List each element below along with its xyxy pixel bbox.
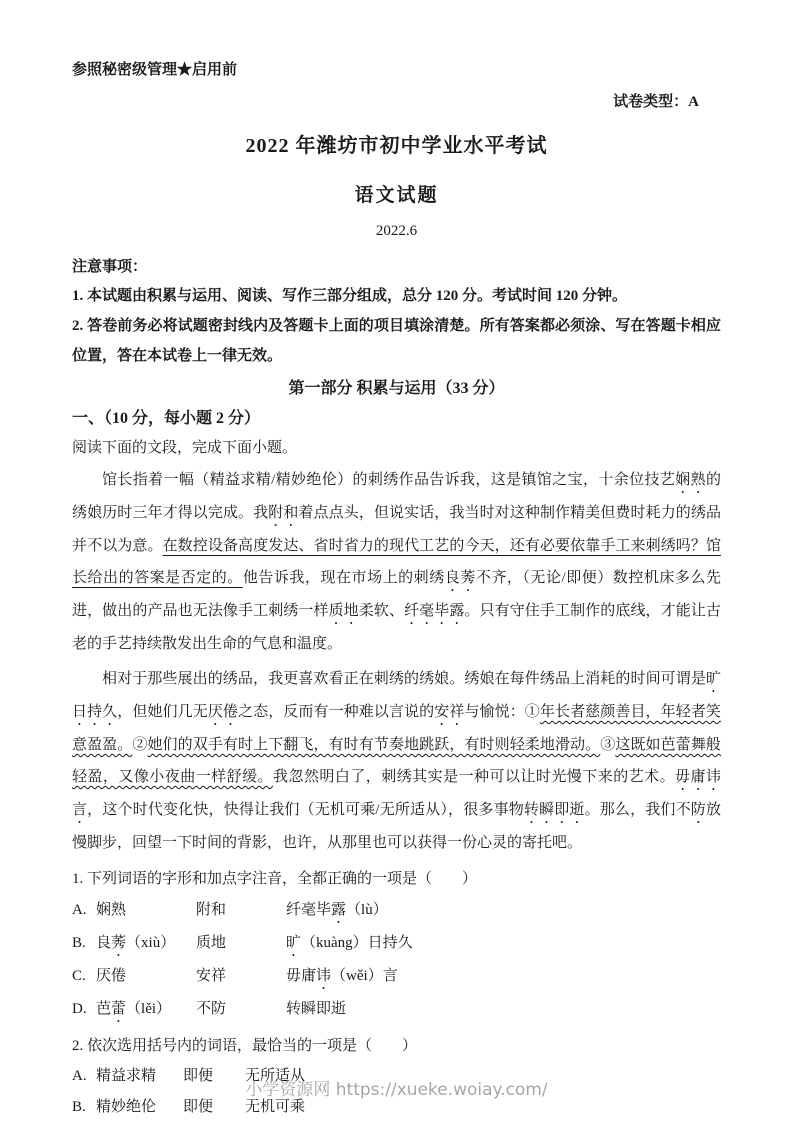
section-one-heading: 一、（10 分，每小题 2 分） bbox=[72, 410, 261, 427]
text-segment: （kuàng）日持久 bbox=[301, 935, 413, 951]
text-segment: 良莠 bbox=[444, 570, 476, 586]
security-notice: 参照秘密级管理★启用前 bbox=[72, 62, 238, 78]
option-word-2 bbox=[196, 960, 286, 993]
passage-paragraph-2 bbox=[72, 663, 721, 859]
option-label: B. bbox=[72, 935, 86, 951]
text-segment: 质地 bbox=[196, 935, 227, 951]
text-segment: ，但她们几无 bbox=[117, 704, 208, 720]
text-segment: 莠 bbox=[111, 935, 127, 951]
passage-paragraph-1 bbox=[72, 464, 721, 660]
text-segment: 无所适从 bbox=[245, 1068, 306, 1084]
option-word-1 bbox=[96, 927, 196, 960]
option-word-1 bbox=[96, 993, 196, 1026]
text-segment: 毋庸 bbox=[286, 968, 317, 984]
text-segment: 柔软、 bbox=[358, 603, 405, 619]
text-segment: 转瞬即逝 bbox=[523, 802, 585, 818]
text-segment: 着点点头，但说实话，我当时对这种制作精美但费时耗力的绣品并不以为意。 bbox=[72, 505, 721, 554]
text-segment: （lěi） bbox=[126, 1001, 172, 1017]
text-segment: 转瞬即逝 bbox=[286, 1001, 347, 1017]
text-segment: 安祥 bbox=[434, 704, 465, 720]
question-1-stem: 1. 下列词语的字形和加点字注音，全都正确的一项是（ ） bbox=[72, 871, 478, 887]
text-segment: 与愉悦：① bbox=[464, 704, 540, 720]
text-segment: 精妙绝伦 bbox=[96, 1099, 157, 1115]
option-word-1 bbox=[96, 894, 196, 927]
notice-heading: 注意事项： bbox=[72, 259, 148, 275]
text-segment: 旷 bbox=[286, 935, 302, 951]
text-segment: 芭 bbox=[96, 1001, 112, 1017]
text-segment: 厌倦 bbox=[96, 968, 127, 984]
text-segment: ，这个时代变化快，快得让我们（无机可乘/无所适从），很多事物 bbox=[87, 802, 524, 818]
text-segment: 的绣娘历时三年才得以完成。我 bbox=[72, 472, 721, 521]
text-segment: 纤毫毕露 bbox=[404, 603, 465, 619]
text-segment: 他告诉我，现在市场上的刺绣 bbox=[242, 570, 445, 586]
text-segment: 放慢脚步，回望一下时间的背影，也许，从那里也可以获得一份心灵的寄托吧。 bbox=[72, 802, 721, 851]
text-segment: 馆长指着一幅（精益求精/精妙绝伦）的刺绣作品告诉我，这是镇馆之宝，十余位技艺 bbox=[102, 472, 676, 488]
text-segment: 旷日持久 bbox=[72, 671, 721, 720]
text-segment: 不齐，（无论/即便）数控机床多么先进，做出的产品也无法像手工刺绣一样 bbox=[72, 570, 721, 619]
text-segment: 这既如芭蕾舞般轻盈，又像小夜曲一样舒缓。 bbox=[72, 737, 721, 785]
text-segment: 。只有守住手工制作的底线，才能让古老的手艺持续散发出生命的气息和温度。 bbox=[72, 603, 721, 652]
text-segment: 讳 bbox=[316, 968, 332, 984]
option-word-1 bbox=[96, 960, 196, 993]
text-segment: 她们的双手有时上下翻飞，有时有节奏地跳跃，有时则轻柔地滑动。 bbox=[147, 737, 601, 753]
text-segment: 附和 bbox=[268, 505, 299, 521]
option-word-2 bbox=[196, 927, 286, 960]
text-segment: ③ bbox=[600, 737, 616, 753]
text-segment: 娴熟 bbox=[96, 902, 127, 918]
option-label: C. bbox=[72, 968, 86, 984]
text-segment: 相对于那些展出的绣品，我更喜欢看正在刺绣的绣娘。绣娘在每件绣品上消耗的时间可谓是 bbox=[102, 671, 706, 687]
question-2-stem: 2. 依次选用括号内的词语，最恰当的一项是（ ） bbox=[72, 1038, 418, 1054]
option-label: B. bbox=[72, 1099, 86, 1115]
exam-title: 2022 年潍坊市初中学业水平考试 bbox=[245, 135, 548, 157]
notice-item-2: 2. 答卷前务必将试题密封线内及答题卡上面的项目填涂清楚。所有答案都必须涂、写在答题卡相应位置，答在本试卷上一律无效。 bbox=[72, 318, 721, 364]
question-1-option-c bbox=[72, 960, 721, 993]
text-segment: 厌倦 bbox=[207, 704, 239, 720]
text-segment: 精益求精 bbox=[96, 1068, 157, 1084]
option-word-3 bbox=[286, 960, 721, 993]
text-segment: 我忽然明白了，刺绣其实是一种可以让时光慢下来的艺术。 bbox=[273, 769, 676, 785]
text-segment: 。那么，我们不 bbox=[584, 802, 691, 818]
text-segment: 纤毫毕 bbox=[286, 902, 332, 918]
paper-type-label: 试卷类型：A bbox=[613, 94, 699, 110]
text-segment: 安祥 bbox=[196, 968, 227, 984]
text-segment: 质地 bbox=[328, 603, 359, 619]
question-1-option-b bbox=[72, 927, 721, 960]
text-segment: 之态，反而有一种难以言说的 bbox=[238, 704, 435, 720]
text-segment: 年长者慈颜善目，年轻者笑意盈盈。 bbox=[72, 704, 721, 753]
text-segment: 娴熟 bbox=[675, 472, 706, 488]
exam-date: 2022.6 bbox=[375, 223, 418, 239]
notice-item-1: 1. 本试题由积累与运用、阅读、写作三部分组成，总分 120 分。考试时间 120 分钟。 bbox=[72, 288, 628, 304]
option-label: A. bbox=[72, 902, 87, 918]
text-segment: （wěi）言 bbox=[331, 968, 398, 984]
text-segment: 即便 bbox=[183, 1099, 214, 1115]
option-word-3 bbox=[286, 894, 721, 927]
text-segment: 不防 bbox=[196, 1001, 227, 1017]
option-word-2 bbox=[196, 894, 286, 927]
text-segment: 良 bbox=[96, 935, 112, 951]
subject-title: 语文试题 bbox=[354, 185, 439, 206]
text-segment: 露 bbox=[331, 902, 347, 918]
question-1-option-d bbox=[72, 993, 721, 1026]
text-segment: （lù） bbox=[346, 902, 388, 918]
text-segment: （xiù） bbox=[126, 935, 176, 951]
option-word-3 bbox=[286, 993, 721, 1026]
option-label: D. bbox=[72, 1001, 87, 1017]
reading-instruction: 阅读下面的文段，完成下面小题。 bbox=[72, 440, 298, 456]
option-label: A. bbox=[72, 1068, 87, 1084]
text-segment: 附和 bbox=[196, 902, 227, 918]
text-segment: 无机可乘 bbox=[245, 1099, 306, 1115]
text-segment: 即便 bbox=[183, 1068, 214, 1084]
text-segment: 毋庸讳言 bbox=[72, 769, 721, 818]
text-segment: ② bbox=[132, 737, 148, 753]
part-one-heading: 第一部分 积累与运用（33 分） bbox=[288, 380, 505, 397]
option-word-2 bbox=[196, 993, 286, 1026]
text-segment: 在数控设备高度发达、省时省力的现代工艺的今天，还有必要依靠手工来刺绣吗？馆长给出的答案是否定的。 bbox=[72, 538, 721, 586]
text-segment: 防 bbox=[690, 802, 706, 818]
text-segment: 蕾 bbox=[111, 1001, 127, 1017]
watermark-footer: 小学资源网 https://xueke.woiay.com/ bbox=[245, 1080, 548, 1100]
question-1-option-a bbox=[72, 894, 721, 927]
option-word-3 bbox=[286, 927, 721, 960]
